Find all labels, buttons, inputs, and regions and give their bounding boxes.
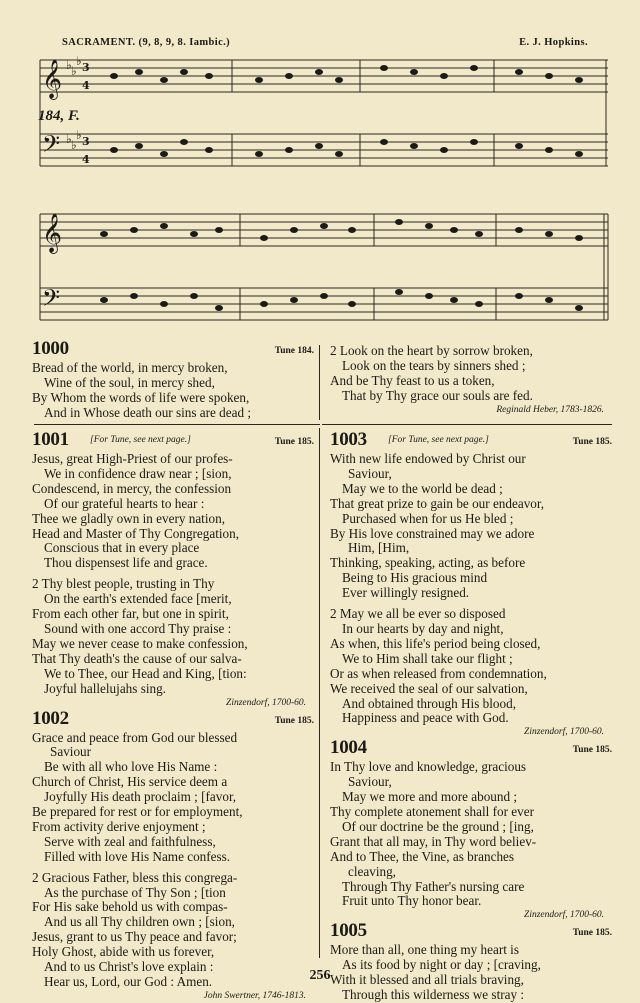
verse-line: Grant that all may, in Thy word believ- — [330, 834, 537, 849]
verse-line: And to us Christ's love explain : — [44, 960, 214, 975]
verse-line: That by Thy grace our souls are fed. — [342, 388, 533, 403]
tune-note: [For Tune, see next page.] — [388, 435, 489, 445]
verse-line: Thee we gladly own in every nation, — [32, 511, 225, 526]
verse-line: Being to His gracious mind — [342, 571, 488, 586]
verse-line: cleaving, — [348, 864, 396, 879]
verse-line: As its food by night or day ; [craving, — [342, 958, 541, 973]
verse-line: Of our doctrine be the ground ; [ing, — [342, 819, 534, 834]
verse-line: With new life endowed by Christ our — [330, 452, 526, 466]
verse-line: Holy Ghost, abide with us forever, — [32, 945, 215, 960]
verse-line: We to Thee, our Head and King, [tion: — [44, 666, 247, 681]
verse-line: And us all Thy children own ; [sion, — [44, 915, 235, 930]
verse-line: Thinking, speaking, acting, as before — [330, 556, 526, 571]
left-column — [32, 430, 322, 1002]
treble-clef-icon: 𝄞 — [42, 59, 63, 99]
verse-line: And obtained through His blood, — [342, 696, 516, 711]
tune-number: 184, F. — [38, 108, 80, 124]
section-rule — [34, 424, 320, 425]
verse-line: Hear us, Lord, our God : Amen. — [44, 975, 213, 989]
hymn-1000-right — [330, 344, 620, 416]
verse-line: Fruit unto Thy honor bear. — [342, 894, 482, 909]
author-credit: Zinzendorf, 1700-60. — [524, 910, 604, 921]
verse-line: That great prize to gain be our endeavor, — [330, 496, 545, 511]
verse-line: We to Him shall take our flight ; — [342, 651, 513, 666]
verse-line: More than all, one thing my heart is — [330, 943, 519, 958]
verse-line: Condescend, in mercy, the confession — [32, 481, 232, 496]
music-score-system-2 — [34, 206, 612, 332]
svg-text:♭: ♭ — [66, 58, 72, 72]
hymn-number: 1000 — [32, 338, 69, 359]
hymn-number: 1002 — [32, 707, 69, 729]
tune-reference: Tune 185. — [572, 437, 612, 447]
verse-line: Be prepared for rest or for employment, — [32, 805, 243, 820]
verse-line: 2 Thy blest people, trusting in Thy — [32, 577, 215, 592]
svg-text:♭: ♭ — [76, 56, 82, 68]
svg-text:3: 3 — [82, 135, 90, 148]
verse-line: Thou dispensest life and grace. — [44, 556, 208, 571]
verse-line: Saviour, — [348, 466, 392, 481]
verse-line: Look on the tears by sinners shed ; — [342, 358, 526, 373]
svg-text:𝄢: 𝄢 — [42, 284, 61, 317]
verse-line: On the earth's extended face [merit, — [44, 592, 232, 607]
verse-line: Be with all who love His Name : — [44, 760, 218, 775]
verse-line: Saviour, — [348, 775, 392, 790]
verse-line: As when, this life's period being closed, — [330, 636, 541, 651]
verse-line: With it blessed and all trials braving, — [330, 973, 524, 988]
hymn-number: 1005 — [330, 920, 367, 942]
tune-reference: Tune 185. — [274, 715, 314, 726]
verse-line: And to Thee, the Vine, as branches — [330, 849, 515, 864]
verse-line: That Thy death's the cause of our salva- — [32, 651, 242, 666]
verse-line: Him, [Him, — [348, 541, 410, 556]
composer-credit: E. J. Hopkins. — [519, 37, 588, 48]
hymn-1005 — [330, 921, 620, 1003]
verse-line: As the purchase of Thy Son ; [tion — [44, 885, 226, 900]
verse-line: 2 Look on the heart by sorrow broken, — [330, 344, 533, 358]
svg-text:♭: ♭ — [66, 132, 72, 146]
author-credit: Reginald Heber, 1783-1826. — [496, 404, 604, 415]
verse-line: Jesus, great High-Priest of our profes- — [32, 452, 233, 466]
verse-line: We received the seal of our salvation, — [330, 681, 528, 696]
tune-heading: SACRAMENT. (9, 8, 9, 8. Iambic.) — [62, 37, 231, 48]
hymn-number: 1001 — [32, 429, 69, 450]
tune-reference: Tune 185. — [572, 928, 612, 939]
svg-text:♭: ♭ — [71, 138, 77, 152]
hymn-number: 1004 — [330, 737, 367, 759]
verse-line: Jesus, grant to us Thy peace and favor; — [32, 930, 237, 945]
author-credit: Zinzendorf, 1700-60. — [226, 697, 306, 708]
verse-line: Through Thy Father's nursing care — [342, 879, 525, 894]
tune-reference: Tune 184. — [274, 346, 314, 356]
verse-line: And in Whose death our sins are dead ; — [44, 405, 252, 420]
verse-line: Church of Christ, His service deem a — [32, 775, 228, 790]
tune-reference: Tune 185. — [274, 437, 314, 447]
verse-line: 2 May we all be ever so disposed — [330, 607, 506, 622]
verse-line: Through this wilderness we stray : — [342, 988, 525, 1003]
verse-line: In our hearts by day and night, — [342, 621, 504, 636]
svg-text:𝄞: 𝄞 — [42, 213, 63, 253]
verse-line: Filled with love His Name confess. — [44, 849, 231, 864]
verse-line: Or as when released from condemnation, — [330, 666, 547, 681]
author-credit: Zinzendorf, 1700-60. — [524, 727, 604, 738]
svg-text:4: 4 — [82, 153, 90, 166]
verse-line: Grace and peace from God our blessed — [32, 730, 238, 745]
hymn-1001 — [32, 430, 322, 709]
verse-line: May we to the world be dead ; — [342, 481, 503, 496]
hymn-1004 — [330, 738, 620, 921]
svg-text:3: 3 — [82, 61, 90, 74]
verse-line: For His sake behold us with compas- — [32, 900, 228, 915]
verse-line: In Thy love and knowledge, gracious — [330, 760, 527, 775]
svg-text:4: 4 — [82, 79, 90, 92]
section-rule — [322, 424, 612, 425]
hymn-1003 — [330, 430, 620, 738]
verse-line: May we more and more abound ; — [342, 790, 518, 805]
verse-line: Wine of the soul, in mercy shed, — [44, 375, 215, 390]
right-column — [330, 430, 620, 1003]
verse-line: Serve with zeal and faithfulness, — [44, 834, 216, 849]
svg-text:♭: ♭ — [71, 64, 77, 78]
author-credit: John Swertner, 1746-1813. — [203, 990, 306, 1001]
verse-line: And be Thy feast to us a token, — [330, 373, 495, 388]
column-divider-top — [319, 345, 320, 420]
verse-line: Head and Master of Thy Congregation, — [32, 526, 240, 541]
verse-line: From each other far, but one in spirit, — [32, 607, 229, 622]
verse-line: Bread of the world, in mercy broken, — [32, 361, 228, 375]
verse-line: May we never cease to make confession, — [32, 636, 248, 651]
verse-line: Saviour — [50, 745, 92, 760]
music-score-system-1 — [34, 56, 612, 176]
verse-line: Ever willingly resigned. — [342, 586, 470, 601]
verse-line: By Whom the words of life were spoken, — [32, 390, 250, 405]
tune-note: [For Tune, see next page.] — [90, 435, 191, 445]
svg-text:♭: ♭ — [76, 128, 82, 142]
hymn-number: 1003 — [330, 429, 367, 450]
verse-line: Thy complete atonement shall for ever — [330, 805, 534, 820]
verse-line: Sound with one accord Thy praise : — [44, 621, 232, 636]
verse-line: 2 Gracious Father, bless this congrega- — [32, 870, 238, 885]
verse-line: Joyful hallelujahs sing. — [44, 681, 166, 696]
verse-line: Of our grateful hearts to hear : — [44, 496, 205, 511]
verse-line: From activity derive enjoyment ; — [32, 819, 206, 834]
verse-line: Conscious that in every place — [44, 541, 200, 556]
page-number: 256 — [309, 968, 331, 983]
verse-line: Purchased when for us He bled ; — [342, 511, 514, 526]
hymn-1002 — [32, 709, 322, 1002]
tune-reference: Tune 185. — [572, 745, 612, 756]
hymn-1000-left — [32, 339, 322, 421]
verse-line: We in confidence draw near ; [sion, — [44, 466, 232, 481]
verse-line: Happiness and peace with God. — [342, 711, 509, 726]
bass-clef-icon: 𝄢 — [42, 130, 61, 163]
verse-line: Joyfully His death proclaim ; [favor, — [44, 790, 237, 805]
verse-line: By His love constrained may we adore — [330, 526, 535, 541]
